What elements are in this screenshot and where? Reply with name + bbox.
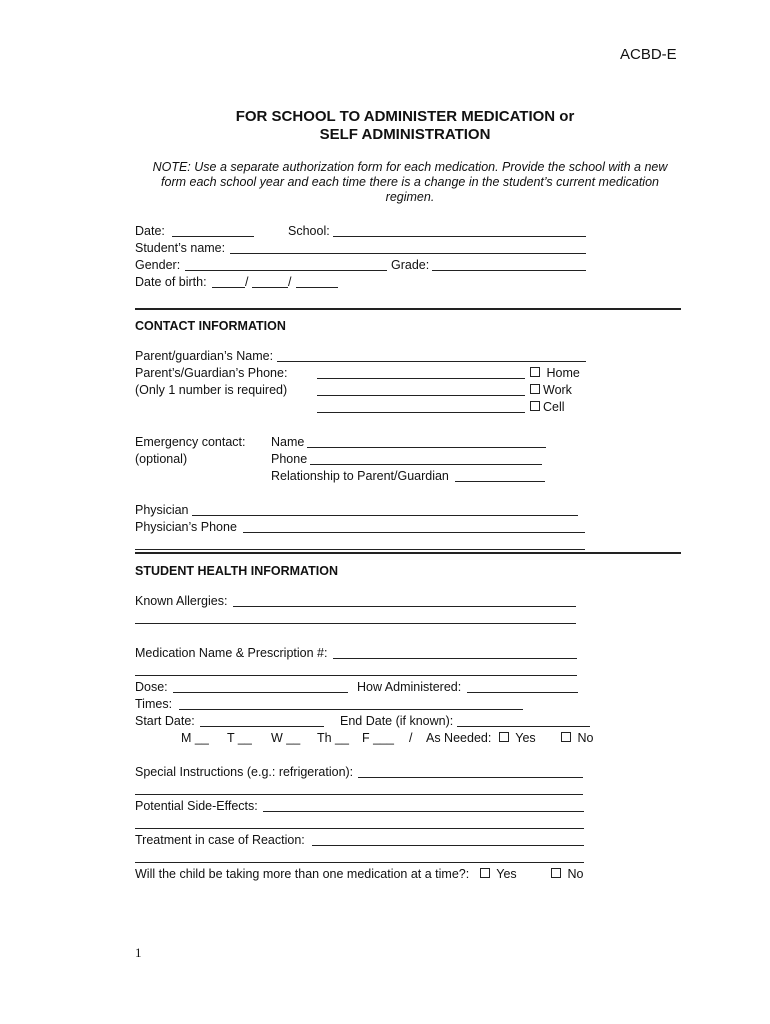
slash-separator: /: [409, 731, 413, 745]
monday-field[interactable]: M __: [181, 731, 209, 745]
cell-checkbox[interactable]: [530, 401, 540, 411]
dob-separator: /: [288, 275, 292, 289]
physician-field[interactable]: [192, 515, 578, 516]
dob-year-field[interactable]: [296, 287, 338, 288]
date-field[interactable]: [172, 236, 254, 237]
emergency-name-label: Name: [271, 435, 305, 449]
work-option[interactable]: [530, 383, 572, 397]
parent-name-label: Parent/guardian’s Name:: [135, 349, 274, 363]
form-title-line1: FOR SCHOOL TO ADMINISTER MEDICATION or: [235, 108, 575, 125]
multiple-medication-question: Will the child be taking more than one medication at a time?:: [135, 867, 470, 881]
start-date-field[interactable]: [200, 726, 324, 727]
dose-field[interactable]: [173, 692, 348, 693]
emergency-phone-field[interactable]: [310, 464, 542, 465]
special-instructions-field-continued[interactable]: [135, 794, 583, 795]
instruction-note: NOTE: Use a separate authorization form for each medication. Provide the school with a new form each school year and each time there is a change in the student’s current medication regimen.: [152, 160, 668, 204]
allergies-field-continued[interactable]: [135, 623, 576, 624]
friday-field[interactable]: F ___: [362, 731, 394, 745]
treatment-label: Treatment in case of Reaction:: [135, 833, 305, 847]
times-label: Times:: [135, 697, 173, 711]
tuesday-field[interactable]: T __: [227, 731, 252, 745]
school-label: School:: [288, 224, 330, 238]
form-title-line2: SELF ADMINISTRATION: [319, 126, 491, 143]
section-divider: [135, 308, 681, 310]
side-effects-field[interactable]: [263, 811, 584, 812]
emergency-optional-label: (optional): [135, 452, 188, 466]
no-label: No: [577, 731, 594, 745]
blank-line: [135, 549, 585, 550]
yes-label: Yes: [496, 867, 517, 881]
special-instructions-label: Special Instructions (e.g.: refrigeration):: [135, 765, 354, 779]
as-needed-label: As Needed:: [426, 731, 492, 745]
home-checkbox[interactable]: [530, 367, 540, 377]
home-option-label: Home: [546, 366, 580, 380]
physician-label: Physician: [135, 503, 189, 517]
home-phone-field[interactable]: [317, 378, 525, 379]
contact-section-heading: CONTACT INFORMATION: [135, 319, 286, 333]
medication-field-continued[interactable]: [135, 675, 577, 676]
side-effects-label: Potential Side-Effects:: [135, 799, 258, 813]
dob-day-field[interactable]: [252, 287, 288, 288]
relationship-label: Relationship to Parent/Guardian: [271, 469, 449, 483]
health-section-heading: STUDENT HEALTH INFORMATION: [135, 564, 338, 578]
medication-label: Medication Name & Prescription #:: [135, 646, 328, 660]
end-date-label: End Date (if known):: [340, 714, 454, 728]
cell-option-label: Cell: [543, 400, 565, 414]
parent-phone-label: Parent’s/Guardian’s Phone:: [135, 366, 288, 380]
one-number-note: (Only 1 number is required): [135, 383, 288, 397]
work-option-label: Work: [543, 383, 572, 397]
grade-field[interactable]: [432, 270, 586, 271]
work-checkbox[interactable]: [530, 384, 540, 394]
dob-label: Date of birth:: [135, 275, 207, 289]
yes-label: Yes: [515, 731, 536, 745]
cell-phone-field[interactable]: [317, 412, 525, 413]
gender-field[interactable]: [185, 270, 387, 271]
how-administered-label: How Administered:: [357, 680, 462, 694]
how-administered-field[interactable]: [467, 692, 578, 693]
special-instructions-field[interactable]: [358, 777, 583, 778]
cell-option[interactable]: [530, 400, 565, 414]
multiple-medication-yes-checkbox[interactable]: [480, 868, 490, 878]
dob-month-field[interactable]: [212, 287, 245, 288]
multiple-medication-no-option[interactable]: [551, 867, 583, 881]
medication-field[interactable]: [333, 658, 577, 659]
as-needed-yes-checkbox[interactable]: [499, 732, 509, 742]
home-option[interactable]: [530, 366, 580, 380]
as-needed-no-option[interactable]: [561, 731, 593, 745]
school-field[interactable]: [333, 236, 586, 237]
as-needed-no-checkbox[interactable]: [561, 732, 571, 742]
work-phone-field[interactable]: [317, 395, 525, 396]
relationship-field[interactable]: [455, 481, 545, 482]
wednesday-field[interactable]: W __: [271, 731, 301, 745]
multiple-medication-yes-option[interactable]: [480, 867, 517, 881]
student-name-field[interactable]: [230, 253, 586, 254]
treatment-field[interactable]: [312, 845, 584, 846]
date-label: Date:: [135, 224, 165, 238]
as-needed-yes-option[interactable]: [499, 731, 536, 745]
dose-label: Dose:: [135, 680, 168, 694]
allergies-label: Known Allergies:: [135, 594, 228, 608]
emergency-contact-label: Emergency contact:: [135, 435, 246, 449]
dob-separator: /: [245, 275, 249, 289]
physician-phone-label: Physician’s Phone: [135, 520, 237, 534]
document-code: ACBD-E: [620, 46, 677, 63]
section-divider: [135, 552, 681, 554]
thursday-field[interactable]: Th __: [317, 731, 349, 745]
physician-phone-field[interactable]: [243, 532, 585, 533]
page-number: 1: [135, 945, 142, 960]
no-label: No: [567, 867, 584, 881]
allergies-field[interactable]: [233, 606, 576, 607]
emergency-name-field[interactable]: [307, 447, 546, 448]
times-field[interactable]: [179, 709, 523, 710]
treatment-field-continued[interactable]: [135, 862, 584, 863]
side-effects-field-continued[interactable]: [135, 828, 584, 829]
start-date-label: Start Date:: [135, 714, 195, 728]
student-name-label: Student’s name:: [135, 241, 226, 255]
parent-name-field[interactable]: [277, 361, 586, 362]
end-date-field[interactable]: [457, 726, 590, 727]
emergency-phone-label: Phone: [271, 452, 308, 466]
gender-label: Gender:: [135, 258, 181, 272]
multiple-medication-no-checkbox[interactable]: [551, 868, 561, 878]
grade-label: Grade:: [391, 258, 430, 272]
